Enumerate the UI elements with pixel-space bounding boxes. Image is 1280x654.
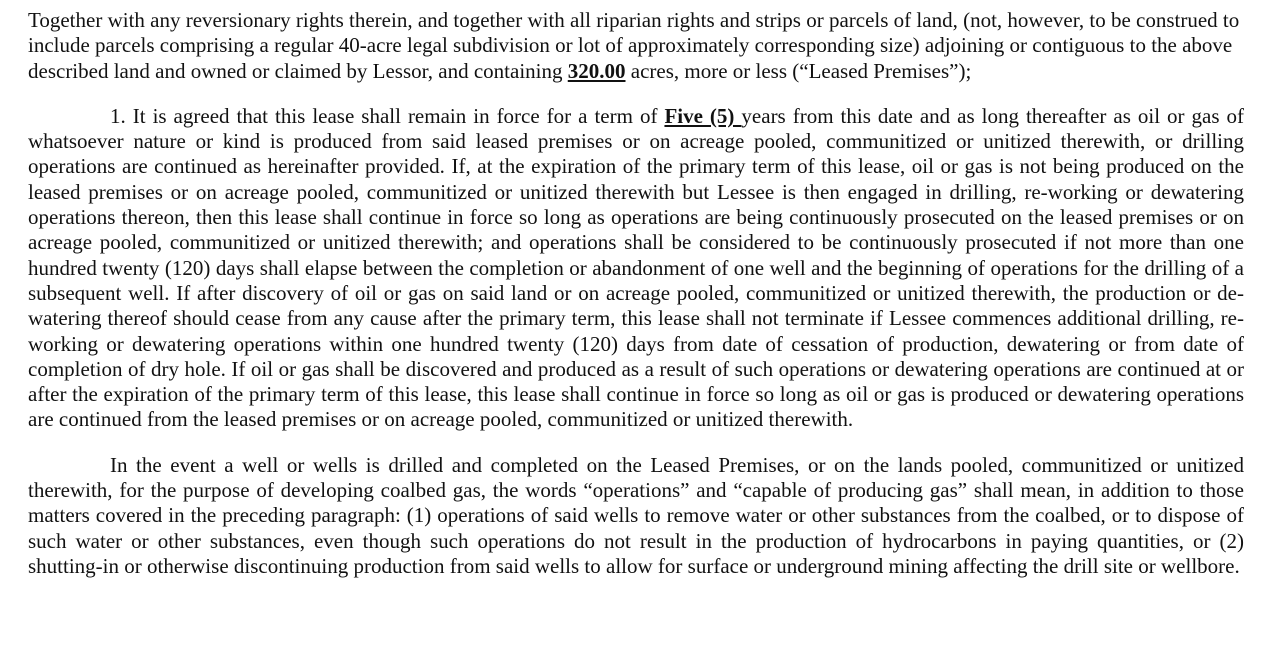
coalbed-paragraph-text: In the event a well or wells is drilled and completed on the Leased Premises, or on the lands pooled, communitized or unitized therewith, for the purpose of developing coalbed gas, the words “operations” and “capable of producing gas” shall mean, in addition to those matters covered in the preceding paragraph: (1) operations of said wells to remove water or other substances from the coalbed, or to dispose of such water or other substances, even though such operations do not result in the production of hydrocarbons in paying quantities, or (2) shutting-in or otherwise discontinuing production from said wells to allow for surface or underground mining affecting the drill site or wellbore. [28, 452, 1244, 578]
lease-document [28, 8, 1244, 579]
clause-1-paragraph [28, 104, 1244, 433]
intro-text-before-acres: Together with any reversionary rights therein, and together with all riparian rights and strips or parcels of land, (not, however, to be construed to include parcels comprising a regular 40-acre legal subdivision or lot of approximately corresponding size) adjoining or contiguous to the above described land and owned or claimed by Lessor, and containing [28, 8, 1240, 83]
clause-1-text-after-term: years from this date and as long thereafter as oil or gas of whatsoever nature or kind is produced from said leased premises or on acreage pooled, communitized or unitized therewith, or drilling operations are continued as hereinafter provided. If, at the expiration of the primary term of this lease, oil or gas is not being produced on the leased premises or on acreage pooled, communitized or unitized therewith but Lessee is then engaged in drilling, re-working or dewatering operations thereon, then this lease shall continue in force so long as operations are being continuously prosecuted on the leased premises or on acreage pooled, communitized or unitized therewith; and operations shall be considered to be continuously prosecuted if not more than one hundred twenty (120) days shall elapse between the completion or abandonment of one well and the beginning of operations for the drilling of a subsequent well. If after discovery of oil or gas on said land or on acreage pooled, communitized or unitized therewith, the production or de-watering thereof should cease from any cause after the primary term, this lease shall not terminate if Lessee commences additional drilling, re-working or dewatering operations within one hundred twenty (120) days from date of cessation of production, dewatering or from date of completion of dry hole. If oil or gas shall be discovered and produced as a result of such operations or dewatering operations are continued at or after the expiration of the primary term of this lease, this lease shall continue in force so long as oil or gas is produced or dewatering operations are continued from the leased premises or on acreage pooled, communitized or unitized therewith. [28, 103, 1244, 432]
acreage-value: 320.00 [567, 58, 626, 83]
primary-term-value: Five (5) [664, 103, 742, 128]
clause-1-text-before-term: 1. It is agreed that this lease shall remain in force for a term of [110, 103, 665, 128]
intro-text-after-acres: acres, more or less (“Leased Premises”); [625, 58, 972, 83]
coalbed-paragraph [28, 453, 1244, 579]
intro-paragraph [28, 8, 1244, 84]
